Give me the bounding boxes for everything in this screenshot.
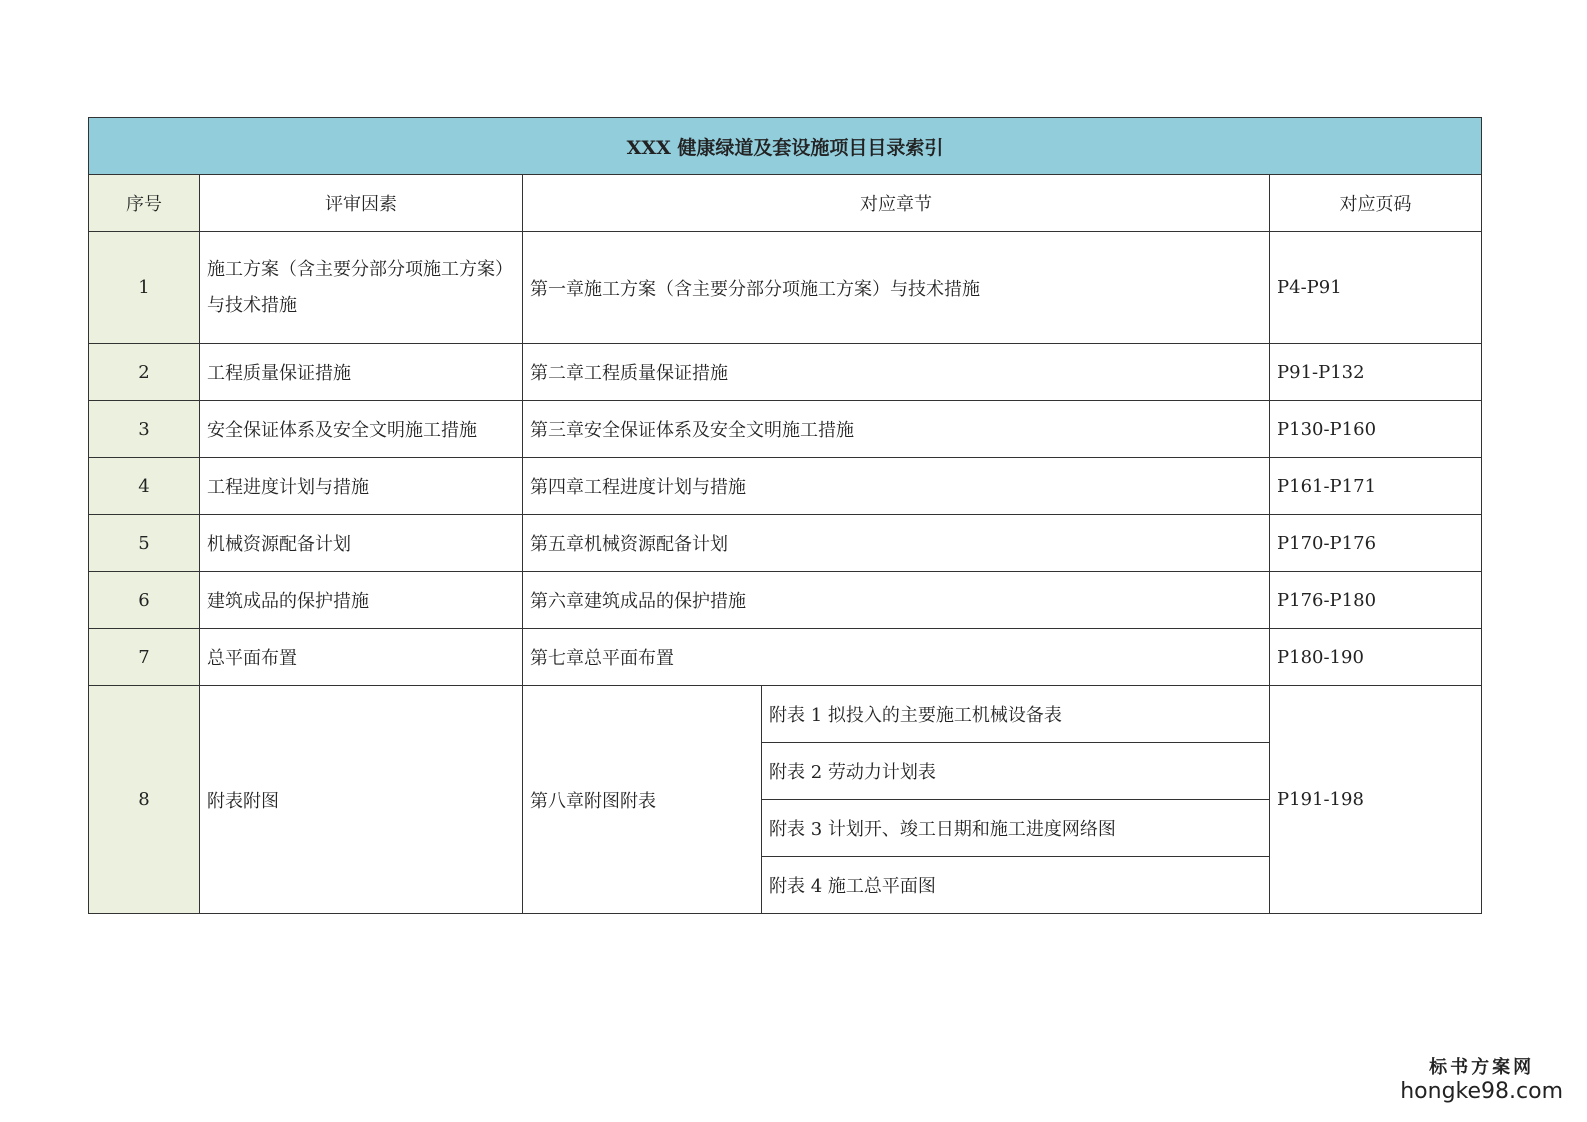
table-row — [89, 572, 1482, 629]
table-row — [89, 401, 1482, 458]
table-row — [89, 686, 1482, 743]
row-pages: P176-P180 — [1270, 572, 1482, 629]
row-chapter: 第六章建筑成品的保护措施 — [523, 572, 1270, 629]
table-title: XXX 健康绿道及套设施项目目录索引 — [89, 118, 1482, 175]
row-no: 8 — [89, 686, 200, 914]
row-factor: 附表附图 — [200, 686, 523, 914]
row-pages: P191-198 — [1270, 686, 1482, 914]
row-chapter: 第三章安全保证体系及安全文明施工措施 — [523, 401, 1270, 458]
row-factor: 总平面布置 — [200, 629, 523, 686]
watermark-url: hongke98.com — [1400, 1079, 1563, 1104]
watermark-cn: 标书方案网 — [1429, 1057, 1535, 1078]
row-pages: P4-P91 — [1270, 232, 1482, 344]
header-no: 序号 — [89, 175, 200, 232]
row-factor: 机械资源配备计划 — [200, 515, 523, 572]
table-row — [89, 629, 1482, 686]
row-factor: 工程进度计划与措施 — [200, 458, 523, 515]
row-pages: P161-P171 — [1270, 458, 1482, 515]
row-no: 1 — [89, 232, 200, 344]
header-factor: 评审因素 — [200, 175, 523, 232]
header-chapter: 对应章节 — [523, 175, 1270, 232]
table-row — [89, 458, 1482, 515]
appendix-item: 附表 3 计划开、竣工日期和施工进度网络图 — [762, 800, 1270, 857]
watermark-logo — [1400, 1053, 1563, 1104]
row-factor: 安全保证体系及安全文明施工措施 — [200, 401, 523, 458]
row-chapter: 第五章机械资源配备计划 — [523, 515, 1270, 572]
header-pages: 对应页码 — [1270, 175, 1482, 232]
row-chapter: 第二章工程质量保证措施 — [523, 344, 1270, 401]
directory-index-table — [88, 117, 1482, 914]
table-row — [89, 515, 1482, 572]
row-no: 2 — [89, 344, 200, 401]
row-chapter: 第七章总平面布置 — [523, 629, 1270, 686]
row-pages: P170-P176 — [1270, 515, 1482, 572]
row-factor: 施工方案（含主要分部分项施工方案）与技术措施 — [200, 232, 523, 344]
row-pages: P180-190 — [1270, 629, 1482, 686]
table-row — [89, 232, 1482, 344]
table-row — [89, 344, 1482, 401]
row-no: 3 — [89, 401, 200, 458]
row-no: 5 — [89, 515, 200, 572]
row-no: 7 — [89, 629, 200, 686]
row-pages: P130-P160 — [1270, 401, 1482, 458]
row-chapter: 第一章施工方案（含主要分部分项施工方案）与技术措施 — [523, 232, 1270, 344]
row-pages: P91-P132 — [1270, 344, 1482, 401]
row-no: 6 — [89, 572, 200, 629]
row-no: 4 — [89, 458, 200, 515]
row-factor: 建筑成品的保护措施 — [200, 572, 523, 629]
row-chapter: 第四章工程进度计划与措施 — [523, 458, 1270, 515]
row-factor: 工程质量保证措施 — [200, 344, 523, 401]
appendix-item: 附表 4 施工总平面图 — [762, 857, 1270, 914]
header-row — [89, 175, 1482, 232]
row-chapter: 第八章附图附表 — [523, 686, 762, 914]
appendix-item: 附表 2 劳动力计划表 — [762, 743, 1270, 800]
appendix-item: 附表 1 拟投入的主要施工机械设备表 — [762, 686, 1270, 743]
